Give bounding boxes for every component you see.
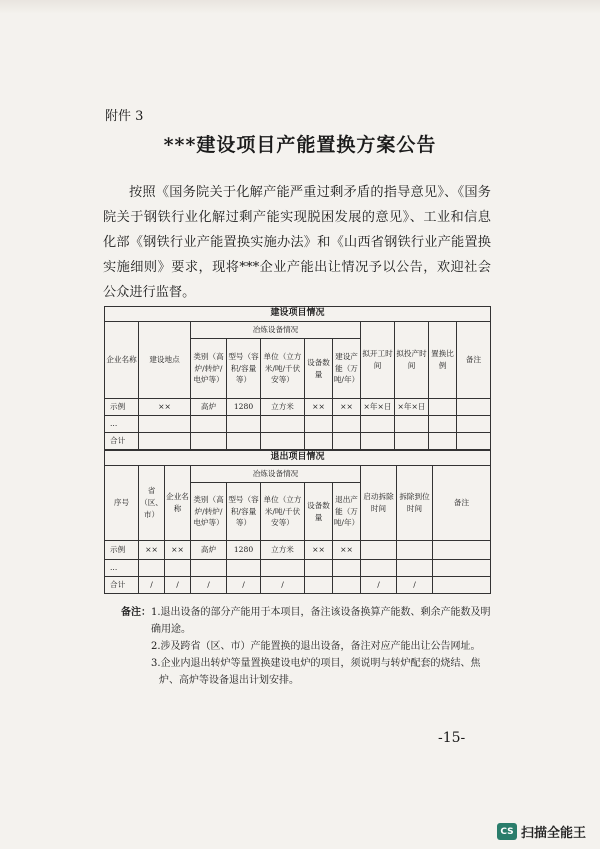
header-company: 企业名称 bbox=[105, 322, 139, 399]
page-number: -15- bbox=[438, 730, 466, 746]
table-cell bbox=[305, 416, 333, 433]
table-cell bbox=[333, 560, 361, 577]
note-item: 2.涉及跨省（区、市）产能置换的退出设备，备注对应产能出让公告网址。 bbox=[151, 641, 481, 652]
table-cell: ×× bbox=[139, 399, 191, 416]
table-cell bbox=[139, 433, 191, 450]
table-cell bbox=[333, 577, 361, 594]
notes-label: 备注： bbox=[121, 607, 151, 618]
attachment-label: 附件 3 bbox=[105, 109, 144, 124]
note-item: 3.企业内退出转炉等量置换建设电炉的项目，须说明与转炉配套的烧结、焦炉、高炉等设备退出计划安排。 bbox=[151, 658, 481, 686]
header-equipment-group: 冶炼设备情况 bbox=[191, 322, 361, 339]
table-cell: 合计 bbox=[105, 577, 139, 594]
table-row bbox=[105, 541, 491, 560]
camscanner-logo-icon: CS bbox=[497, 823, 517, 840]
header-remark: 备注 bbox=[457, 322, 491, 399]
table-cell: 示例 bbox=[105, 399, 139, 416]
note-first-row bbox=[121, 604, 493, 638]
table-cell bbox=[457, 399, 491, 416]
table-cell: 合计 bbox=[105, 433, 139, 450]
table-cell: ×× bbox=[333, 541, 361, 560]
table-cell: ... bbox=[105, 416, 139, 433]
construction-project-table bbox=[104, 306, 491, 450]
table-cell: 高炉 bbox=[191, 399, 227, 416]
table-cell: 1280 bbox=[227, 541, 261, 560]
header-unit: 单位（立方米/吨/千伏安等） bbox=[261, 483, 305, 541]
page-title: ***建设项目产能置换方案公告 bbox=[163, 134, 437, 156]
header-dismantle-start: 启动拆除时间 bbox=[361, 466, 397, 541]
table-cell: / bbox=[227, 577, 261, 594]
table-cell: 示例 bbox=[105, 541, 139, 560]
header-capacity: 建设产能（万吨/年） bbox=[333, 339, 361, 399]
exit-project-table bbox=[104, 450, 491, 594]
note-item: 1.退出设备的部分产能用于本项目，备注该设备换算产能数、剩余产能数及明确用途。 bbox=[151, 607, 491, 635]
table-total-row bbox=[105, 577, 491, 594]
table-cell: ... bbox=[105, 560, 139, 577]
header-capacity: 退出产能（万吨/年） bbox=[333, 483, 361, 541]
table-cell: / bbox=[191, 577, 227, 594]
table-cell bbox=[191, 416, 227, 433]
header-unit: 单位（立方米/吨/千伏安等） bbox=[261, 339, 305, 399]
header-company: 企业名称 bbox=[165, 466, 191, 541]
table-cell: ×年×日 bbox=[361, 399, 395, 416]
table-cell: ×× bbox=[305, 541, 333, 560]
table-cell bbox=[139, 416, 191, 433]
header-remark: 备注 bbox=[433, 466, 491, 541]
table-header-row bbox=[105, 466, 491, 483]
table-cell: ×× bbox=[139, 541, 165, 560]
table-cell bbox=[261, 433, 305, 450]
section-title: 退出项目情况 bbox=[105, 451, 491, 466]
table-cell bbox=[397, 560, 433, 577]
table-cell bbox=[433, 560, 491, 577]
header-production-time: 拟投产时间 bbox=[395, 322, 429, 399]
table-row bbox=[105, 399, 491, 416]
table-cell bbox=[261, 416, 305, 433]
table-cell bbox=[165, 560, 191, 577]
table-total-row bbox=[105, 433, 491, 450]
table-cell bbox=[361, 433, 395, 450]
table-cell bbox=[395, 433, 429, 450]
table-section-row bbox=[105, 307, 491, 322]
table-cell: / bbox=[397, 577, 433, 594]
table-row bbox=[105, 416, 491, 433]
table-cell bbox=[361, 541, 397, 560]
header-count: 设备数量 bbox=[305, 483, 333, 541]
table-cell: / bbox=[139, 577, 165, 594]
scan-top-band bbox=[0, 0, 600, 14]
header-equipment-group: 冶炼设备情况 bbox=[191, 466, 361, 483]
table-header-row bbox=[105, 322, 491, 339]
table-cell: / bbox=[165, 577, 191, 594]
header-model: 型号（容积/容量等） bbox=[227, 339, 261, 399]
header-category: 类别（高炉/转炉/电炉等） bbox=[191, 339, 227, 399]
table-cell bbox=[433, 577, 491, 594]
table-cell: 立方米 bbox=[261, 399, 305, 416]
table-cell: ×× bbox=[305, 399, 333, 416]
table-section-row bbox=[105, 451, 491, 466]
intro-paragraph bbox=[103, 180, 491, 305]
table-cell: / bbox=[361, 577, 397, 594]
table-cell bbox=[457, 433, 491, 450]
watermark-brand: 扫描全能王 bbox=[520, 826, 586, 841]
header-category: 类别（高炉/转炉/电炉等） bbox=[191, 483, 227, 541]
table-cell bbox=[433, 541, 491, 560]
table-cell bbox=[261, 560, 305, 577]
notes-section bbox=[121, 604, 493, 689]
table-cell bbox=[139, 560, 165, 577]
table-cell bbox=[361, 416, 395, 433]
header-ratio: 置换比例 bbox=[429, 322, 457, 399]
table-row bbox=[105, 560, 491, 577]
table-cell: / bbox=[261, 577, 305, 594]
section-title: 建设项目情况 bbox=[105, 307, 491, 322]
scanner-watermark bbox=[497, 822, 586, 841]
table-cell bbox=[397, 541, 433, 560]
table-cell: 1280 bbox=[227, 399, 261, 416]
table-cell bbox=[429, 399, 457, 416]
header-start-time: 拟开工时间 bbox=[361, 322, 395, 399]
table-cell bbox=[305, 433, 333, 450]
header-model: 型号（容积/容量等） bbox=[227, 483, 261, 541]
table-cell bbox=[361, 560, 397, 577]
table-cell bbox=[227, 433, 261, 450]
table-cell: 高炉 bbox=[191, 541, 227, 560]
table-cell bbox=[457, 416, 491, 433]
header-province: 省（区、市） bbox=[139, 466, 165, 541]
table-cell: ×年×日 bbox=[395, 399, 429, 416]
table-cell: ×× bbox=[333, 399, 361, 416]
intro-text: 按照《国务院关于化解产能严重过剩矛盾的指导意见》、《国务院关于钢铁行业化解过剩产能实现脱困发展的意见》、工业和信息化部《钢铁行业产能置换实施办法》和《山西省钢铁行业产能置换实施细则》要求，现将***企业产能出让情况予以公告，欢迎社会公众进行监督。 bbox=[103, 185, 491, 300]
header-location: 建设地点 bbox=[139, 322, 191, 399]
table-cell: 立方米 bbox=[261, 541, 305, 560]
table-cell bbox=[395, 416, 429, 433]
header-count: 设备数量 bbox=[305, 339, 333, 399]
table-cell bbox=[191, 433, 227, 450]
table-cell bbox=[333, 433, 361, 450]
table-cell: ×× bbox=[165, 541, 191, 560]
header-seq: 序号 bbox=[105, 466, 139, 541]
table-cell bbox=[429, 416, 457, 433]
table-cell bbox=[227, 560, 261, 577]
header-dismantle-done: 拆除到位时间 bbox=[397, 466, 433, 541]
table-cell bbox=[305, 577, 333, 594]
table-cell bbox=[305, 560, 333, 577]
table-cell bbox=[429, 433, 457, 450]
table-cell bbox=[333, 416, 361, 433]
table-cell bbox=[227, 416, 261, 433]
table-cell bbox=[191, 560, 227, 577]
